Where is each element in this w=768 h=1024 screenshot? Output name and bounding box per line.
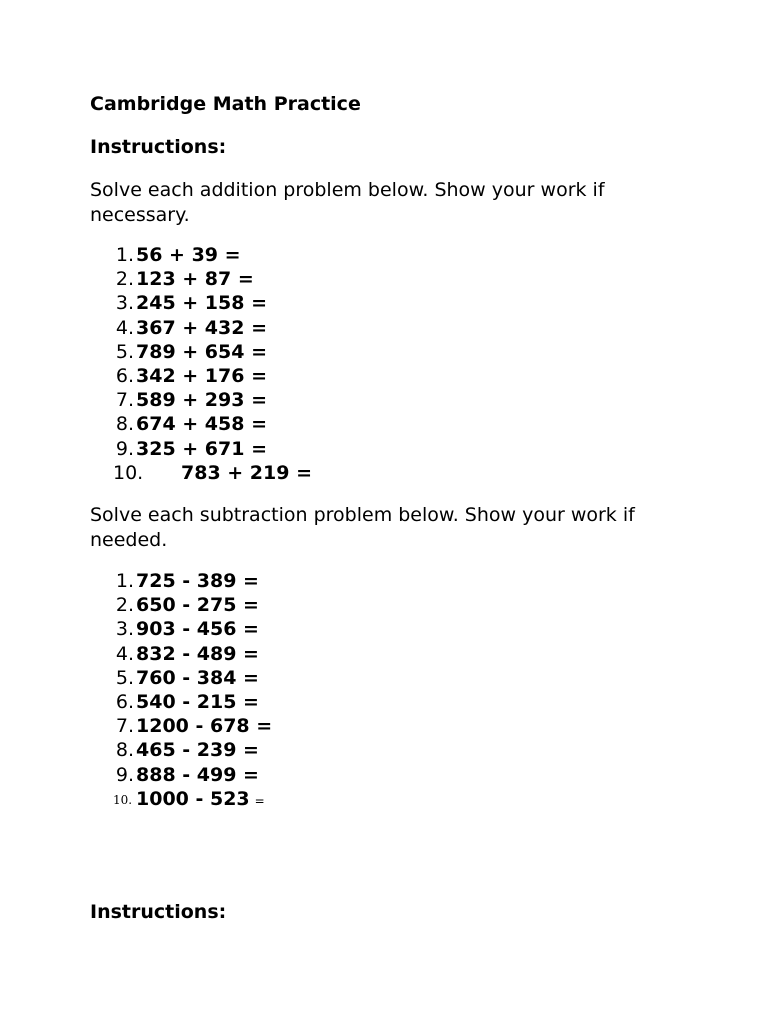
problem-number: 4. bbox=[115, 316, 134, 339]
addition-intro: Solve each addition problem below. Show your work if necessary. bbox=[90, 179, 605, 226]
problem-expression: 325 + 671 = bbox=[136, 437, 268, 460]
problem-number: 1. bbox=[115, 570, 134, 592]
instructions-heading: Instructions: bbox=[90, 136, 227, 158]
problem-number: 2. bbox=[115, 268, 134, 291]
problem-expression: 725 - 389 = bbox=[136, 570, 259, 592]
subtraction-problem-10 bbox=[0, 787, 700, 811]
problem-number: 8. bbox=[115, 413, 134, 436]
problem-expression: 342 + 176 = bbox=[136, 364, 268, 387]
addition-problem-8 bbox=[0, 412, 700, 436]
problem-expression: 367 + 432 = bbox=[136, 316, 268, 339]
problem-expression: 903 - 456 = bbox=[136, 618, 259, 641]
problem-expression: 56 + 39 = bbox=[136, 244, 241, 266]
problem-number: 1. bbox=[115, 244, 134, 266]
problem-number: 9. bbox=[115, 763, 134, 786]
addition-problem-7 bbox=[0, 388, 700, 412]
problem-expression: 1200 - 678 = bbox=[136, 715, 273, 738]
problem-number: 8. bbox=[115, 739, 134, 762]
problem-expression-text: 1000 - 523 bbox=[136, 787, 250, 810]
problem-expression: 465 - 239 = bbox=[136, 739, 259, 762]
problem-number: 6. bbox=[115, 690, 134, 713]
problem-number: 7. bbox=[115, 389, 134, 412]
problem-number: 3. bbox=[115, 292, 134, 315]
subtraction-problem-6 bbox=[0, 690, 700, 714]
subtraction-problem-list bbox=[0, 569, 700, 811]
addition-problem-9 bbox=[0, 437, 700, 461]
problem-expression: 589 + 293 = bbox=[136, 389, 268, 412]
problem-number: 5. bbox=[115, 666, 134, 689]
problem-number: 5. bbox=[115, 340, 134, 363]
problem-expression: 123 + 87 = bbox=[136, 268, 254, 291]
subtraction-problem-7 bbox=[0, 714, 700, 738]
addition-problem-2 bbox=[0, 267, 700, 291]
problem-number: 9. bbox=[115, 437, 134, 460]
addition-problem-list bbox=[0, 243, 700, 485]
problem-expression: 783 + 219 = bbox=[181, 461, 313, 484]
addition-problem-5 bbox=[0, 340, 700, 364]
problem-expression: 760 - 384 = bbox=[136, 666, 259, 689]
problem-expression: 888 - 499 = bbox=[136, 763, 259, 786]
page-title: Cambridge Math Practice bbox=[90, 93, 361, 115]
subtraction-problem-5 bbox=[0, 666, 700, 690]
subtraction-problem-9 bbox=[0, 763, 700, 787]
problem-expression: 245 + 158 = bbox=[136, 292, 268, 315]
problem-expression: 540 - 215 = bbox=[136, 690, 259, 713]
addition-problem-3 bbox=[0, 291, 700, 315]
problem-expression: 674 + 458 = bbox=[136, 413, 268, 436]
problem-expression bbox=[136, 787, 265, 813]
equals-sign: = bbox=[254, 793, 265, 808]
subtraction-problem-2 bbox=[0, 593, 700, 617]
problem-number: 10. bbox=[113, 461, 144, 484]
subtraction-intro: Solve each subtraction problem below. Show your work if needed. bbox=[90, 504, 635, 551]
problem-number: 2. bbox=[115, 594, 134, 617]
subtraction-problem-3 bbox=[0, 617, 700, 641]
problem-expression: 650 - 275 = bbox=[136, 594, 259, 617]
addition-problem-4 bbox=[0, 316, 700, 340]
problem-number: 10. bbox=[113, 792, 133, 807]
problem-number: 3. bbox=[115, 618, 134, 641]
subtraction-problem-4 bbox=[0, 642, 700, 666]
problem-number: 6. bbox=[115, 364, 134, 387]
subtraction-problem-8 bbox=[0, 738, 700, 762]
addition-problem-10 bbox=[0, 461, 700, 485]
problem-expression: 832 - 489 = bbox=[136, 642, 259, 665]
problem-expression: 789 + 654 = bbox=[136, 340, 268, 363]
subtraction-problem-1 bbox=[0, 569, 700, 593]
instructions-heading-2: Instructions: bbox=[90, 901, 227, 923]
addition-problem-1 bbox=[0, 243, 700, 267]
addition-problem-6 bbox=[0, 364, 700, 388]
problem-number: 7. bbox=[115, 715, 134, 738]
problem-number: 4. bbox=[115, 642, 134, 665]
